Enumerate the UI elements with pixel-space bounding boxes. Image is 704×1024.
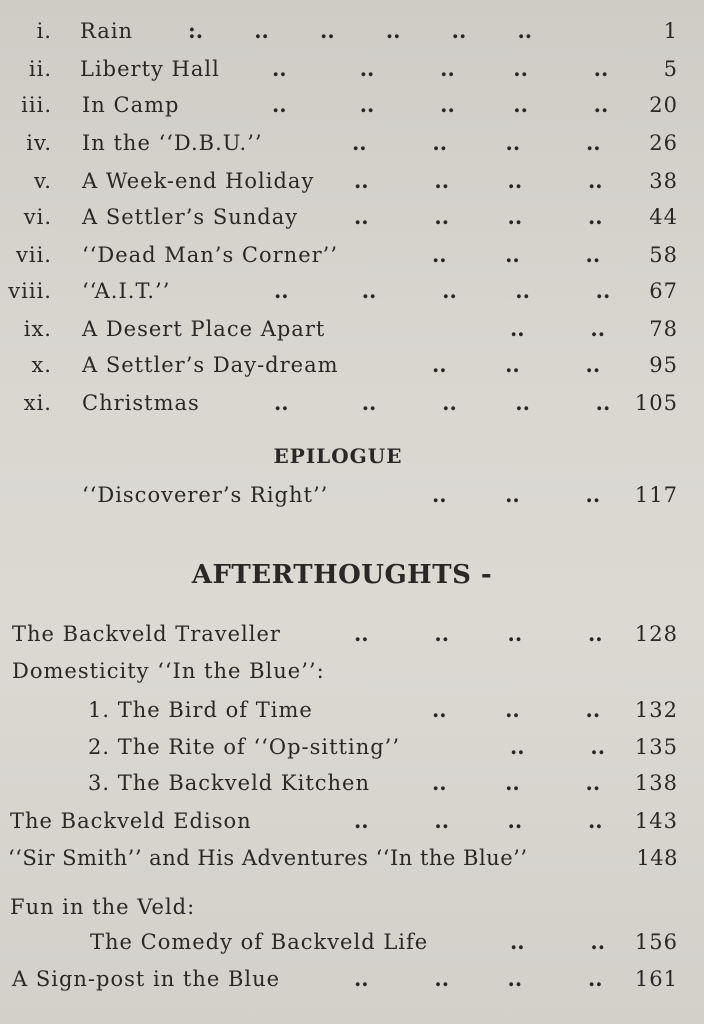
epilogue-title: ‘‘Discoverer’s Right’’ (82, 483, 329, 507)
afterthoughts-heading-text: AFTERTHOUGHTS (191, 560, 472, 590)
page-number: 67 (649, 279, 678, 303)
toc-entry (0, 656, 704, 686)
toc-entry (0, 732, 704, 762)
chapter-title: A Settler’s Day-dream (82, 353, 339, 377)
toc-entry (0, 16, 704, 46)
toc-entry (0, 964, 704, 994)
dot-leader: :. .. .. .. .. .. (188, 18, 533, 43)
chapter-number: v. (33, 169, 52, 193)
toc-entry (0, 128, 704, 158)
toc-entry (0, 240, 704, 270)
entry-title: The Backveld Traveller (12, 622, 281, 646)
afterthoughts-heading (0, 560, 694, 590)
entry-title: A Sign-post in the Blue (12, 967, 281, 991)
chapter-title: A Settler’s Sunday (82, 205, 299, 229)
toc-entry (0, 202, 704, 232)
page-number: 132 (634, 698, 678, 722)
dot-leader: .. .. (510, 929, 606, 954)
dot-leader: .. .. .. .. (354, 966, 603, 991)
chapter-number: vi. (23, 205, 52, 229)
dot-leader: .. .. .. (432, 770, 601, 795)
toc-entry (0, 90, 704, 120)
page-number: 156 (634, 930, 678, 954)
chapter-number: ix. (23, 317, 52, 341)
page-number: 161 (634, 967, 678, 991)
page-number: 105 (634, 391, 678, 415)
chapter-title: Liberty Hall (80, 57, 220, 81)
toc-entry (0, 314, 704, 344)
page-number: 78 (649, 317, 678, 341)
toc-entry (0, 892, 704, 922)
dot-leader: .. .. .. (432, 242, 601, 267)
page-number: 1 (663, 19, 678, 43)
chapter-title: Christmas (82, 391, 200, 415)
page-number: 128 (634, 622, 678, 646)
page-number: 26 (649, 131, 678, 155)
dot-leader: .. .. (510, 734, 606, 759)
dot-leader: .. .. .. .. .. (274, 390, 611, 415)
toc-entry (0, 276, 704, 306)
page-number: 148 (636, 846, 678, 870)
chapter-title: ‘‘Dead Man’s Corner’’ (82, 243, 339, 267)
toc-entry (0, 768, 704, 798)
chapter-title: In the ‘‘D.B.U.’’ (82, 131, 263, 155)
chapter-number: iv. (26, 131, 52, 155)
toc-entry (0, 388, 704, 418)
page-number: 58 (649, 243, 678, 267)
toc-entry (0, 619, 704, 649)
page-number: 20 (649, 93, 678, 117)
entry-title: ‘‘Sir Smith’’ and His Adventures ‘‘In the Blue’’ (8, 846, 528, 870)
chapter-number: x. (31, 353, 52, 377)
chapter-number: vii. (16, 243, 52, 267)
toc-entry (0, 166, 704, 196)
dot-leader: .. .. .. .. (354, 168, 603, 193)
entry-title: 3. The Backveld Kitchen (88, 771, 370, 795)
toc-entry (0, 927, 704, 957)
page-number: 117 (634, 483, 678, 507)
page-number: 135 (634, 735, 678, 759)
entry-title: 2. The Rite of ‘‘Op-sitting’’ (88, 735, 401, 759)
entry-title: Fun in the Veld: (10, 895, 196, 919)
toc-entry (0, 480, 704, 510)
chapter-title: A Week-end Holiday (82, 169, 315, 193)
dot-leader: .. .. .. .. (354, 808, 603, 833)
chapter-number: iii. (21, 93, 52, 117)
toc-entry (0, 806, 704, 836)
chapter-number: ii. (28, 57, 52, 81)
dot-leader: .. .. .. .. (354, 621, 603, 646)
dot-leader: .. .. .. .. .. (274, 278, 611, 303)
dot-leader: .. .. .. .. .. (272, 56, 609, 81)
chapter-title: ‘‘A.I.T.’’ (82, 279, 171, 303)
page-number: 5 (663, 57, 678, 81)
heading-dash: - (471, 560, 493, 590)
toc-entry (0, 350, 704, 380)
chapter-number: viii. (8, 279, 52, 303)
entry-title: The Backveld Edison (10, 809, 252, 833)
page-number: 95 (649, 353, 678, 377)
page-number: 143 (634, 809, 678, 833)
chapter-number: xi. (23, 391, 52, 415)
entry-title: The Comedy of Backveld Life (90, 930, 429, 954)
dot-leader: .. .. (510, 316, 606, 341)
toc-entry (0, 54, 704, 84)
dot-leader: .. .. .. .. .. (272, 92, 609, 117)
dot-leader: .. .. .. (432, 697, 601, 722)
toc-entry (0, 695, 704, 725)
page-number: 138 (634, 771, 678, 795)
dot-leader: .. .. .. (432, 482, 601, 507)
chapter-title: In Camp (82, 93, 180, 117)
chapter-title: Rain (80, 19, 134, 43)
page-number: 44 (649, 205, 678, 229)
chapter-title: A Desert Place Apart (82, 317, 326, 341)
page-number: 38 (649, 169, 678, 193)
dot-leader: .. .. .. .. (354, 204, 603, 229)
dot-leader: .. .. .. .. (352, 130, 601, 155)
chapter-number: i. (36, 19, 52, 43)
entry-title: Domesticity ‘‘In the Blue’’: (12, 659, 325, 683)
toc-entry (0, 843, 704, 873)
entry-title: 1. The Bird of Time (88, 698, 313, 722)
epilogue-heading: EPILOGUE (273, 444, 403, 468)
dot-leader: .. .. .. (432, 352, 601, 377)
